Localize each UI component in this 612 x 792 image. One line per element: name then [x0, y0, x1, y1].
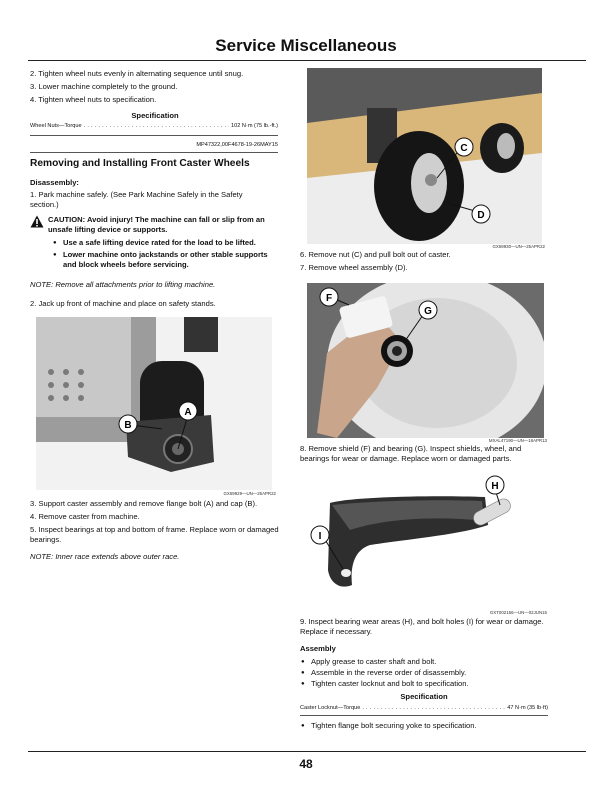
assembly-bullets: [300, 657, 550, 689]
steps-6-7: [300, 250, 550, 273]
note-1: NOTE: Remove all attachments prior to lifting machine.: [30, 280, 216, 289]
spec1-value: 102 N·m (75 lb.-ft.): [231, 123, 278, 129]
spec1-heading: Specification: [131, 111, 179, 120]
step-2b: 2. Jack up front of machine and place on safety stands.: [30, 299, 216, 308]
step-4: 4. Tighten wheel nuts to specification.: [30, 95, 157, 104]
label-b: B: [124, 420, 132, 431]
caution-bullets: [52, 238, 280, 270]
step-1: [30, 190, 270, 210]
label-c: C: [460, 143, 468, 154]
figure-caster-wheel: [307, 68, 542, 244]
fig4-caption: GXT002156—UN—02JUN15: [489, 610, 547, 615]
footer-rule: [28, 751, 586, 752]
ref-code: MP47322,00F4678-19-26MAY15: [196, 142, 278, 148]
label-i: I: [318, 531, 322, 542]
spec1-rule: [30, 135, 278, 136]
spec2-rule: [300, 715, 548, 716]
step-3: 3. Lower machine completely to the ground.: [30, 82, 178, 91]
step-4b: 4. Remove caster from machine.: [30, 512, 140, 521]
label-g: G: [424, 306, 432, 317]
steps-top: [30, 69, 285, 105]
step-1-text: 1. Park machine safely. (See Park Machine Safely in the Safety section.): [30, 190, 243, 209]
assembly-bullet-3: ● Tighten caster locknut and bolt to specification.: [300, 679, 550, 689]
label-a: A: [184, 407, 192, 418]
spec2-leader: [362, 705, 505, 711]
page-number: 48: [299, 757, 313, 771]
spec1-leader: [84, 123, 229, 129]
section-heading: Removing and Installing Front Caster Wheels: [30, 158, 250, 169]
fig1-caption: GX59929—UN—25APR22: [223, 491, 276, 496]
step-3b: 3. Support caster assembly and remove flange bolt (A) and cap (B).: [30, 499, 258, 508]
step-5: 5. Inspect bearings at top and bottom of frame. Replace worn or damaged bearings.: [30, 525, 279, 544]
fig2-caption: GX59930—UN—25APR22: [492, 244, 545, 249]
note-2: NOTE: Inner race extends above outer race.: [30, 552, 180, 561]
spec2-value: 47 N·m (35 lb·ft): [507, 705, 548, 711]
spec1-label: Wheel Nuts—Torque: [30, 123, 82, 129]
warning-icon: [30, 215, 44, 228]
spec2-label: Caster Locknut—Torque: [300, 705, 361, 711]
disassembly-heading: Disassembly:: [30, 178, 79, 187]
spec1-row: [30, 123, 278, 129]
steps-after: [30, 499, 280, 545]
step-9: 9. Inspect bearing wear areas (H), and bolt holes (I) for wear or damage. Replace if necessary.: [300, 617, 544, 636]
spec2-heading: Specification: [400, 692, 448, 701]
figure-bearing-removal: [307, 283, 544, 438]
label-f: F: [325, 293, 333, 304]
title-rule: [28, 60, 586, 61]
label-d: D: [477, 210, 485, 221]
fig3-caption: MXAL47190—UN—18APR13: [488, 438, 547, 443]
assembly-bullet-1: ● Apply grease to caster shaft and bolt.: [300, 657, 550, 667]
step-8: 8. Remove shield (F) and bearing (G). Inspect shields, wheel, and bearings for wear or damage. Replace worn or damaged parts.: [300, 444, 522, 463]
step-7: 7. Remove wheel assembly (D).: [300, 263, 408, 272]
step-2: 2. Tighten wheel nuts evenly in alternating sequence until snug.: [30, 69, 244, 78]
final-bullet-wrap: [300, 721, 550, 731]
final-bullet: ● Tighten flange bolt securing yoke to specification.: [300, 721, 550, 731]
assembly-bullet-2: ● Assemble in the reverse order of disassembly.: [300, 668, 550, 678]
spec2-row: [300, 705, 548, 711]
ref-rule: [30, 152, 278, 153]
step-6: 6. Remove nut (C) and pull bolt out of caster.: [300, 250, 451, 259]
figure-caster-mounted: [36, 317, 272, 490]
assembly-heading: Assembly: [300, 644, 336, 653]
caution-bullet-2: ● Lower machine onto jackstands or other stable supports and block wheels before servicing.: [52, 250, 280, 270]
figure-yoke-bracket: [310, 475, 540, 605]
label-h: H: [491, 481, 499, 492]
caution-bullet-1: ● Use a safe lifting device rated for the load to be lifted.: [52, 238, 280, 248]
page-title: Service Miscellaneous: [215, 36, 397, 55]
caution-text: CAUTION: Avoid injury! The machine can fall or slip from an unsafe lifting device or supports.: [48, 215, 265, 234]
